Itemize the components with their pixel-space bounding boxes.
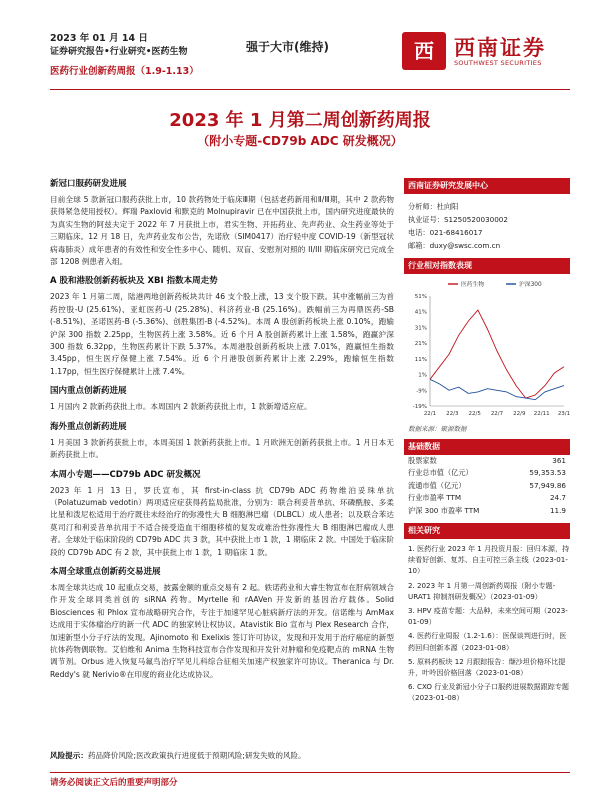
section-heading: 海外重点创新药进展 <box>50 421 127 432</box>
row-label: 沪深 300 市盈率 TTM <box>408 505 480 515</box>
series-line-0 <box>430 310 564 398</box>
row-label: 行业总市值（亿元） <box>408 468 473 478</box>
x-tick-label: 22/9 <box>513 411 526 417</box>
top-bar <box>0 0 600 6</box>
risk-warning <box>50 750 394 762</box>
section-heading: 国内重点创新药进展 <box>50 386 127 397</box>
rating: 强于大市(维持) <box>246 40 329 54</box>
report-date: 2023 年 01 月 14 日 <box>50 33 148 44</box>
section-covid <box>50 178 394 268</box>
list-item[interactable]: 4. 医药行业周报（1.2-1.6）：医保谈判进行时，医药回归创新本源（2023-01-08） <box>408 631 567 652</box>
related-research-list <box>404 543 570 704</box>
y-tick-label: -9% <box>416 388 427 395</box>
report-type: 证券研究报告•行业研究•医药生物 <box>50 47 188 57</box>
row-value: 24.7 <box>549 493 566 503</box>
logo-name: 西南证券 <box>454 35 546 60</box>
header-divider <box>50 89 570 90</box>
section-topic <box>50 469 394 559</box>
table-row <box>404 467 570 479</box>
y-tick-label: 21% <box>414 341 427 348</box>
section-paragraph: 1 月美国 3 款新药获批上市，本周美国 1 款新药获批上市。1 月欧洲无创新药获批上市。1 月日本无新药获批上市。 <box>50 437 394 460</box>
section-heading: 新冠口服药研发进展 <box>50 179 127 189</box>
row-label: 股票家数 <box>408 456 437 465</box>
y-tick-label: 31% <box>414 325 427 332</box>
basic-data-table <box>404 455 570 517</box>
analyst-name: 分析师：杜向阳 <box>408 202 459 211</box>
row-value: 361 <box>552 456 566 465</box>
x-tick-label: 22/3 <box>446 411 459 417</box>
section-heading: 本周全球重点创新药交易进展 <box>50 566 161 577</box>
risk-label: 风险提示： <box>50 751 88 760</box>
x-tick-label: 22/5 <box>468 411 481 417</box>
chart-heading: 行业相对指数表现 <box>404 258 570 274</box>
table-row <box>404 505 570 517</box>
section-market <box>50 275 394 378</box>
section-domestic <box>50 385 394 413</box>
table-row <box>404 455 570 467</box>
section-paragraph: 目前全球 5 款新冠口服药获批上市，10 款药物处于临床Ⅲ期（包括老药新用和Ⅱ/Ⅲ期，其中 2 款药物获得紧急使用授权）。辉瑞 Paxlovid 和默克的 Molnupiravir 已在中国获批上市，国内研究进度最快的为真实生物的阿兹夫定于 2022 年 7 月获批上市，君实生物、开拓药业、先声药业、众生药业等处于三期临床。12 月 18 日，先声药业发布公告，先诺欣（SIM0417）治疗轻中度 COVID-19（新型冠状病毒肺炎）成年患者的有效性和安全性多中心、随机、双盲、安慰剂对照的 II/III 期临床研究已完成全部 1208 例患者入组。 <box>50 195 394 267</box>
row-value: 59,353.53 <box>529 468 566 478</box>
table-row <box>404 480 570 492</box>
main-content <box>50 178 394 688</box>
y-tick-label: -19% <box>412 404 427 410</box>
section-paragraph: 2023 年 1 月第二周，陆港两地创新药板块共计 46 支个股上涨，13 支个股下跌。其中涨幅前三为首药控股-U (25.61%)、亚虹医药-U (25.28%)、科济药业-B (25.16%)。跌幅前三为再鼎医药-SB (-8.51%)、圣诺医药-B (-5.36%)、创胜集团-B (-4.52%)。本周 A 股创新药板块上涨 0.10%，跑输沪深 300 指数 2.25pp，生物医药上涨 3.58%。近 6 个月 A 股创新药累计上涨 1.58%，跑赢沪深 300 指数 6.32pp，生物医药累计下跌 5.37%。本周港股创新药板块上涨 7.01%，跑赢恒生指数 3.45pp，恒生医疗保健上涨 7.54%。近 6 个月港股创新药累计上涨 2.29%，跑输恒生指数 1.17pp，恒生医疗保健累计上涨 7.4%。 <box>50 292 394 376</box>
x-tick-label: 22/7 <box>490 411 504 417</box>
y-tick-label: 11% <box>414 356 427 363</box>
legend-label-0: 医药生物 <box>461 282 485 288</box>
footer-disclaimer: 请务必阅读正文后的重要声明部分 <box>50 778 178 788</box>
logo-english: SOUTHWEST SECURITIES <box>454 59 542 67</box>
list-item[interactable]: 5. 原料药板块 12 月跟踪报告：缬沙坦价格环比提升，叶呤因价格回落（2023-01-08） <box>408 656 566 678</box>
chart-svg <box>404 274 570 424</box>
list-item[interactable]: 2. 2023 年 1 月第一周创新药周报（附小专题-URAT1 抑制剂研发概况）（2023-01-09） <box>408 580 556 601</box>
section-overseas <box>50 421 394 462</box>
x-tick-label: 22/11 <box>533 411 550 417</box>
report-subtitle: （附小专题-CD79b ADC 研发概况） <box>197 134 403 148</box>
report-header <box>50 30 570 90</box>
relative-index-chart <box>404 274 570 424</box>
sidebar <box>404 178 570 707</box>
list-item[interactable]: 3. HPV 疫苗专题：大品种，未来空间可期（2023-01-09） <box>408 606 568 627</box>
section-paragraph: 1 月国内 2 款新药获批上市。本周国内 2 款新药获批上市，1 款新增适应症。 <box>50 402 312 412</box>
related-research-heading: 相关研究 <box>404 523 570 539</box>
section-paragraph: 本周全球共达成 10 起重点交易，披露金额的重点交易有 2 起。轶诺药业和大睿生物宣布在肝病领域合作开发全球同类首创的 siRNA 药物。Myrtelle 和 rAAVen 开发新的基因治疗载体。Solid Biosciences 和 Phlox 宣布战略研究合作，专注于加速罕见心脏病新疗法的开发。信诺维与 AmMax 达成用于实体瘤治疗的新一代 ADC 的独家转让权协议。Atavistik Bio 宣布与 Plex Research 合作，加速新型小分子疗法的发现。Ajinomoto 和 Exelixis 签订许可协议，发现和开发用于治疗癌症的新型抗体药物偶联物。艾伯维和 Anima 生物科技宣布合作发现和开发针对肿瘤和免疫靶点的 mRNA 生物调节剂。Orbus 进入恢复马氟鸟治疗罕见儿科综合征相关加速产权独家许可协议。Theranica 与 Dr. Reddy's 就 Nerivio®在印度的商业化达成协议。 <box>50 582 394 679</box>
section-deals <box>50 566 394 681</box>
row-value: 57,949.86 <box>529 480 566 490</box>
section-heading: 本周小专题——CD79b ADC 研发概况 <box>50 469 201 480</box>
chart-source: 数据来源：聚源数据 <box>408 425 467 433</box>
y-tick-label: 41% <box>414 309 427 316</box>
section-paragraph: 2023 年 1 月 13 日，罗氏宣布，其 first-in-class 抗 CD79b ADC 药物维泊妥珠单抗（Polatuzumab vedotin）两项适应症获得药监局批准，分别为：联合利妥昔单抗、环磷酰胺、多柔比星和泼尼松适用于治疗既往未经治疗的弥漫性大 B 细胞淋巴瘤（DLBCL）成人患者；以及联合苯达莫司汀和利妥昔单抗用于不适合接受造血干细胞移植的复发或难治性弥漫性大 B 细胞淋巴瘤成人患者。全球处于临床阶段的 CD79b ADC 共 3 款，其中获批上市 1 款，1 期临床 2 款。中国处于临床阶段的 CD79b ADC 有 2 款，其中获批上市 1 款，1 期临床 1 款。 <box>50 485 394 557</box>
series-line-1 <box>430 379 564 399</box>
footer-divider <box>50 772 570 773</box>
basic-data-heading: 基础数据 <box>404 439 570 455</box>
row-label: 流通市值（亿元） <box>408 480 466 490</box>
x-tick-label: 22/1 <box>423 411 437 417</box>
list-item[interactable]: 1. 医药行业 2023 年 1 月投资月报：回归本源，持续看好创新、复苏、自主可控三条主线（2023-01-10） <box>408 544 570 576</box>
analyst-email[interactable]: 邮箱：duxy@swsc.com.cn <box>408 241 501 250</box>
row-value: 11.9 <box>549 505 566 515</box>
x-tick-label: 23/1 <box>557 411 570 417</box>
report-series: 医药行业创新药周报（1.9-1.13） <box>50 66 199 77</box>
risk-text: 药品降价风险;医改政策执行进度低于预期风险;研发失败的风险。 <box>87 751 306 760</box>
list-item[interactable]: 6. CXO 行业及新冠小分子口服药进展数据跟踪专题（2023-01-08） <box>408 682 569 703</box>
table-row <box>404 492 570 504</box>
report-title: 2023 年 1 月第二周创新药周报 <box>169 110 431 131</box>
row-label: 行业市盈率 TTM <box>408 493 462 503</box>
y-tick-label: 1% <box>418 372 427 379</box>
section-heading: A 股和港股创新药板块及 XBI 指数本周走势 <box>50 276 218 287</box>
logo-badge-icon: 西 <box>402 32 446 70</box>
legend-label-1: 沪深300 <box>519 282 542 288</box>
institute-heading: 西南证券研究发展中心 <box>404 178 570 194</box>
brand-logo <box>402 30 570 72</box>
analyst-license: 执业证号：S1250520030002 <box>408 215 508 224</box>
y-tick-label: 51% <box>414 294 427 300</box>
analyst-phone: 电话：021-68416017 <box>408 228 483 237</box>
